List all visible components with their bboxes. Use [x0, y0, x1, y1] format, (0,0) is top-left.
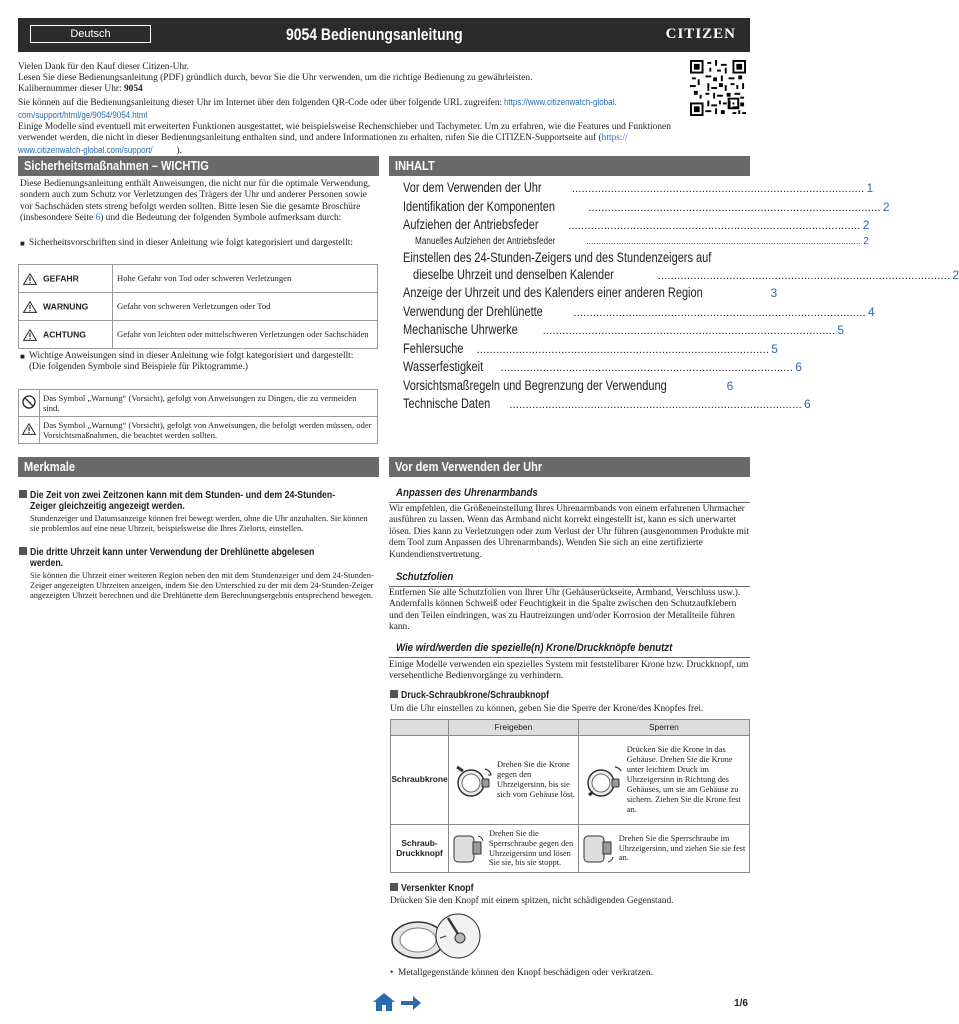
warning-icon: [22, 423, 36, 435]
toc-item[interactable]: Wasserfestigkeit .......................................................................................... 6: [403, 359, 802, 374]
safety-heading: Sicherheitsmaßnahmen – WICHTIG: [18, 156, 379, 176]
qr-code-icon: [690, 60, 746, 116]
table-row: [19, 265, 378, 293]
prohibition-icon: [22, 395, 36, 409]
feature-2-title: Die dritte Uhrzeit kann unter Verwendung der Drehlünette abgelesen: [19, 547, 361, 559]
warning-levels-table: [18, 264, 378, 349]
feature-1-title: Die Zeit von zwei Zeitzonen kann mit dem Stunden- und dem 24-Stunden-: [19, 490, 385, 502]
features-heading: Merkmale: [18, 457, 379, 477]
warning-icon: [23, 329, 37, 341]
symbol-desc: Das Symbol „Warnung“ (Vorsicht), gefolgt von Anweisungen zu Dingen, die zu vermeiden sind.: [40, 390, 378, 417]
column-header: Freigeben: [449, 720, 579, 736]
table-row: [19, 321, 378, 349]
table-row: [19, 293, 378, 321]
caliber-number: 9054: [123, 84, 143, 95]
screw-button-lock-icon: [581, 832, 615, 866]
screw-button-release-icon: [451, 832, 485, 866]
header-bar: [18, 18, 750, 52]
crown-text: Einige Modelle verwenden ein spezielles System mit feststellbarer Krone bzw. Druckknopf, um versehentliche Bedienvorgänge zu verhindern.: [389, 660, 749, 682]
feature-2-text: Sie können die Uhrzeit einer weiteren Region neben den mit dem Stundenzeiger und dem 24-Stunden-Zeiger angezeigten Uhrzeiten anzeigen, indem Sie den Unterschied zu der mit dem 24-Stunden-Zeiger angezeigten Uhrzeit berechnen und die Drehlünette dem Berechnungsergebnis entsprechend bewegen.: [30, 571, 374, 601]
toc-item[interactable]: Identifikation der Komponenten .......................................................................................... 2: [403, 198, 890, 214]
divider: [389, 586, 750, 587]
toc-item[interactable]: Vor dem Verwenden der Uhr .......................................................................................... 1: [403, 180, 874, 195]
caliber-line: [18, 84, 688, 95]
feature-2-title-cont: werden.: [30, 558, 64, 569]
manual-url-link[interactable]: https://www.citizenwatch-global.: [504, 95, 617, 107]
row-label: Schraubkrone: [391, 736, 449, 825]
danger-label: GEFAHR: [19, 265, 113, 293]
document-title: 9054 Bedienungsanleitung: [286, 25, 463, 44]
feature-1-title-cont: Zeiger gleichzeitig angezeigt werden.: [30, 501, 185, 512]
toc-item[interactable]: Fehlersuche .......................................................................................... 5: [403, 340, 778, 356]
recessed-text: Drücken Sie den Knopf mit einem spitzen, nicht schädigenden Gegenstand.: [390, 896, 674, 906]
safety-bullet-2: ■ Wichtige Anweisungen sind in dieser Anleitung wie folgt kategorisiert und dargestellt: (Die folgenden Symbole sind Beispiele für Piktogramme.): [20, 351, 354, 373]
intro-url-text: Sie können auf die Bedienungsanleitung dieser Uhr im Internet über den folgenden QR-Code oder über folgende URL zugreifen:: [18, 97, 505, 108]
crown-title: Wie wird/werden die spezielle(n) Krone/Druckknöpfe benutzt: [396, 642, 673, 654]
warning-icon: [23, 273, 37, 285]
symbols-table: [18, 389, 378, 444]
page-ref-link[interactable]: 6: [95, 213, 101, 224]
symbol-desc: Das Symbol „Warnung“ (Vorsicht), gefolgt von Anweisungen, die befolgt werden müssen, oder Vorsichtsmaßnahmen, die beachtet werden sollten.: [40, 417, 378, 444]
manual-url-link-cont[interactable]: com/support/html/ge/9054/9054.html: [18, 108, 148, 120]
recessed-title: Versenkter Knopf: [390, 883, 485, 895]
toc-item[interactable]: Technische Daten .......................................................................................... 6: [403, 396, 811, 411]
intro-text: [18, 62, 688, 158]
table-of-contents: [403, 180, 959, 415]
toc-item[interactable]: Anzeige der Uhrzeit und des Kalenders einer anderen Region 3: [403, 285, 778, 300]
film-text: Entfernen Sie alle Schutzfolien von Ihrer Uhr (Gehäuserückseite, Armband, Verschluss usw.). Andernfalls können Schweiß oder Feuchtigkeit in die Spalte zwischen den Schutzaufklebern und den Teilen eindringen, was zu Hautreizungen und/oder Korrosion der Metallteile führen kann.: [389, 588, 741, 633]
crown-operation-table: [390, 719, 750, 873]
lock-text: Drücken Sie die Krone in das Gehäuse. Drehen Sie die Krone unter leichtem Druck im Uhrzeigersinn in Richtung des Gehäuses, um sie am Gehäuse zu sichern. Ziehen Sie die Krone fest an.: [626, 745, 741, 814]
safety-bullet-1: ■ Sicherheitsvorschriften sind in dieser Anleitung wie folgt kategorisiert und dargestellt:: [20, 238, 353, 248]
intro-line: [18, 122, 688, 144]
intro-line: Vielen Dank für den Kauf dieser Citizen-Uhr.: [18, 62, 189, 72]
screw-text: Um die Uhr einstellen zu können, geben Sie die Sperre der Krone/des Knopfes frei.: [390, 704, 704, 714]
screw-title: Druck-Schraubkrone/Schraubknopf: [390, 690, 573, 702]
divider: [389, 502, 750, 503]
support-url-link-cont[interactable]: www.citizenwatch-global.com/support/: [18, 144, 153, 156]
intro-line: Lesen Sie diese Bedienungsanleitung (PDF) gründlich durch, bevor Sie die Uhr verwenden, um die richtige Bedienung zu gewährleisten.: [18, 73, 533, 84]
toc-heading: INHALT: [389, 156, 750, 176]
recessed-button-illustration: [388, 910, 488, 962]
table-row: [391, 825, 750, 873]
table-header-row: [391, 720, 750, 736]
toc-item[interactable]: Aufziehen der Antriebsfeder .......................................................................................... 2: [403, 217, 870, 232]
toc-item[interactable]: Mechanische Uhrwerke .......................................................................................... 5: [403, 322, 845, 337]
toc-subitem[interactable]: Manuelles Aufziehen der Antriebsfeder .............................................................................................................. 2: [415, 235, 869, 247]
before-use-heading: Vor dem Verwenden der Uhr: [389, 457, 750, 477]
caution-label: ACHTUNG: [19, 321, 113, 349]
toc-item[interactable]: Einstellen des 24-Stunden-Zeigers und des Stundenzeigers auf: [403, 249, 712, 265]
next-page-arrow-icon[interactable]: [400, 995, 422, 1011]
intro-end: ).: [176, 146, 182, 157]
screw-crown-release-icon: [451, 759, 493, 801]
row-label: Schraub- Druckknopf: [391, 825, 449, 873]
column-header: Sperren: [578, 720, 749, 736]
table-row: [19, 390, 378, 417]
toc-item-cont[interactable]: dieselbe Uhrzeit und denselben Kalender .......................................................................................... 2: [413, 266, 959, 282]
brand-logo: CITIZEN: [665, 26, 736, 42]
film-title: Schutzfolien: [396, 571, 454, 583]
intro-line: [18, 96, 688, 109]
band-text: Wir empfehlen, die Größeneinstellung Ihres Uhrenarmbands von einem erfahrenen Uhrmacher ausführen zu lassen. Wenn das Armband nicht korrekt eingestellt ist, kann es sich unerwartet lösen. Dies kann zu Verletzungen oder zum Verlust der Uhr führen (ausgenommen Produkte mit dem Tool zum Anpassen des Uhrenarmbands). Wenden Sie sich an eine zertifizierte Kundendienstvertretung.: [389, 504, 749, 560]
home-icon[interactable]: [372, 992, 396, 1012]
language-badge: Deutsch: [30, 25, 151, 43]
intro-support-text: Einige Modelle sind eventuell mit erweiterten Funktionen ausgestattet, wie beispielsweise Rechenschieber und Tachymeter. Um zu erfahren, wie die Features und Funktionen verwendet werden, die nicht in dieser Bedienungsanleitung enthalten sind, und andere Informationen zu erhalten, rufen Sie die CITIZEN-Supportseite auf (: [18, 122, 671, 144]
warning-label: WARNUNG: [19, 293, 113, 321]
band-title: Anpassen des Uhrenarmbands: [396, 487, 538, 499]
feature-1-text: Stundenzeiger und Datumsanzeige können frei bewegt werden, ohne die Uhr anzuhalten. Sie können sie problemlos auf eine neue Uhrzeit, beispielsweise die Ihres Zielorts, einstellen.: [30, 514, 368, 534]
release-text: Drehen Sie die Krone gegen den Uhrzeigersinn, bis sie sich vom Gehäuse löst.: [497, 760, 575, 799]
safety-intro: Diese Bedienungsanleitung enthält Anweisungen, die nicht nur für die optimale Verwendung, sondern auch zum Schutz vor Verletzungen des Trägers der Uhr und anderer Personen sowie vor Sachschäden stets streng befolgt werden sollten. Bitte lesen Sie die gesamte Broschüre (insbesondere Seite 6) und die Bedeutung der folgenden Symbole aufmerksam durch:: [20, 179, 371, 224]
page-number: 1/6: [734, 998, 748, 1009]
screw-crown-lock-icon: [581, 759, 623, 801]
table-row: [19, 417, 378, 444]
danger-desc: Hohe Gefahr von Tod oder schweren Verletzungen: [113, 265, 378, 293]
lock-text: Drehen Sie die Sperrschraube im Uhrzeigersinn, und ziehen Sie sie fest an.: [618, 833, 746, 863]
recessed-note: • Metallgegenstände können den Knopf beschädigen oder verkratzen.: [390, 968, 653, 978]
warning-icon: [23, 301, 37, 313]
divider: [389, 657, 750, 658]
table-row: [391, 736, 750, 825]
support-url-link[interactable]: https://: [601, 133, 628, 144]
toc-item[interactable]: Vorsichtsmaßregeln und Begrenzung der Verwendung 6: [403, 377, 734, 393]
warning-desc: Gefahr von schweren Verletzungen oder Tod: [113, 293, 378, 321]
caution-desc: Gefahr von leichten oder mittelschweren Verletzungen oder Sachschäden: [113, 321, 378, 349]
caliber-label: Kalibernummer dieser Uhr:: [18, 84, 124, 95]
toc-item[interactable]: Verwendung der Drehlünette .......................................................................................... 4: [403, 303, 875, 319]
release-text: Drehen Sie die Sperrschraube gegen den Uhrzeigersinn und lösen Sie sie, bis sie stoppt.: [489, 828, 574, 868]
